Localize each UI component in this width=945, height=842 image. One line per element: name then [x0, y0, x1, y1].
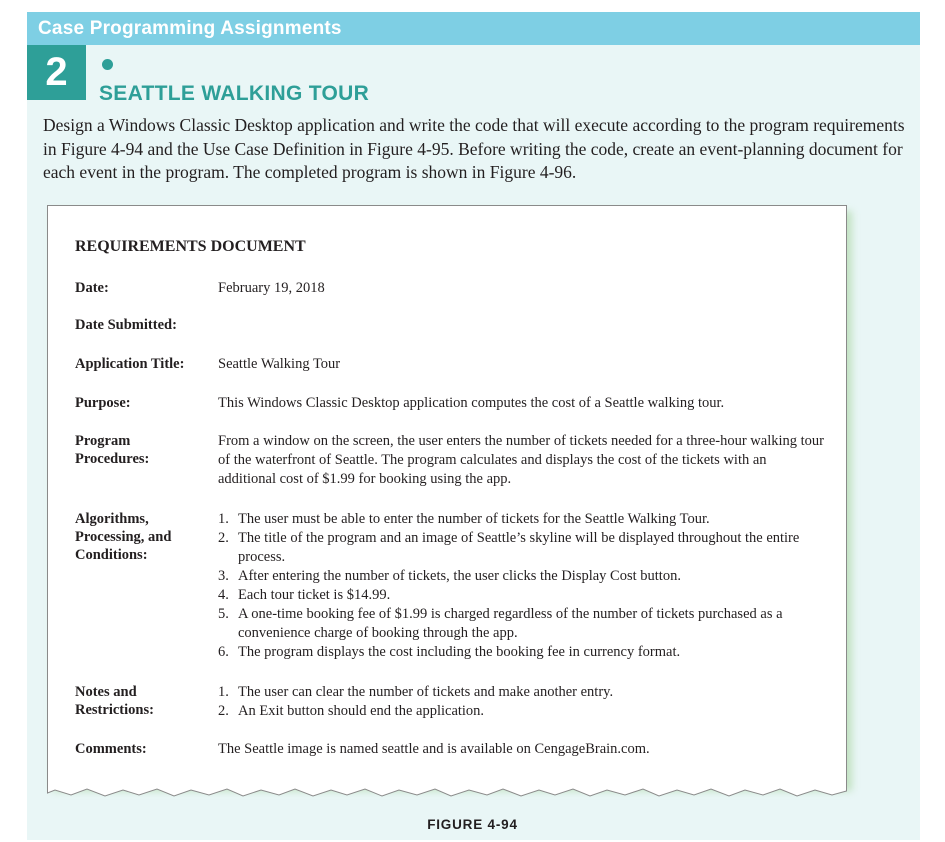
list-item-text: The title of the program and an image of Seattle’s skyline will be displayed throughout the entire process.	[238, 530, 800, 565]
algorithms-label-line1: Algorithms,	[75, 511, 149, 527]
application-title-value: Seattle Walking Tour	[218, 356, 341, 372]
list-item-number: 5.	[218, 606, 229, 622]
list-item-number: 2.	[218, 703, 229, 719]
list-item-text: Each tour ticket is $14.99.	[238, 587, 391, 603]
list-item-number: 6.	[218, 644, 229, 660]
program-procedures-value: From a window on the screen, the user enters the number of tickets needed for a three-hour walking tour of the waterfront of Seattle. The program calculates and displays the cost of the tickets with an additional cost of $1.99 for booking using the app.	[218, 433, 824, 487]
list-item-number: 3.	[218, 568, 229, 584]
date-value: February 19, 2018	[218, 280, 325, 296]
list-item	[218, 702, 828, 721]
list-item-text: The program displays the cost including the booking fee in currency format.	[238, 644, 681, 660]
comments-label: Comments:	[75, 741, 147, 757]
notes-label-line1: Notes and	[75, 684, 137, 700]
assignment-number-badge: 2	[27, 45, 86, 100]
comments-value: The Seattle image is named seattle and is available on CengageBrain.com.	[218, 741, 650, 757]
notes-list-container	[218, 683, 828, 721]
list-item	[218, 510, 828, 529]
assignment-intro: Design a Windows Classic Desktop application and write the code that will execute according to the program requirements in Figure 4-94 and the Use Case Definition in Figure 4-95. Before writing the code, create an event-planning document for each event in the program. The completed program is shown in Figure 4-96.	[43, 115, 905, 182]
notes-label-line2: Restrictions:	[75, 702, 154, 718]
list-item-number: 1.	[218, 684, 229, 700]
assignment-title: SEATTLE WALKING TOUR	[99, 82, 370, 105]
list-item	[218, 586, 828, 605]
list-item-number: 1.	[218, 511, 229, 527]
algorithms-list-container	[218, 510, 828, 662]
algorithms-label	[75, 510, 171, 564]
list-item-text: The user can clear the number of tickets and make another entry.	[238, 684, 614, 700]
list-item	[218, 605, 828, 643]
requirements-document	[47, 205, 847, 805]
list-item	[218, 567, 828, 586]
application-title-label: Application Title:	[75, 356, 185, 372]
program-procedures-label	[75, 432, 149, 468]
section-header-title: Case Programming Assignments	[38, 18, 342, 39]
algorithms-list	[218, 510, 828, 662]
program-procedures-label-line1: Program	[75, 433, 131, 449]
list-item-text: An Exit button should end the application.	[238, 703, 485, 719]
algorithms-label-line2: Processing, and	[75, 529, 172, 545]
document-content	[47, 205, 847, 805]
list-item	[218, 683, 828, 702]
notes-label	[75, 683, 154, 719]
list-item-number: 4.	[218, 587, 229, 603]
list-item-text: A one-time booking fee of $1.99 is charged regardless of the number of tickets purchased as a convenience charge of booking through the app.	[238, 606, 783, 641]
program-procedures-label-line2: Procedures:	[75, 451, 150, 467]
document-heading: REQUIREMENTS DOCUMENT	[75, 238, 306, 255]
difficulty-dot-icon	[102, 59, 113, 70]
notes-list	[218, 683, 828, 721]
purpose-label: Purpose:	[75, 395, 131, 411]
list-item-text: The user must be able to enter the number of tickets for the Seattle Walking Tour.	[238, 511, 710, 527]
purpose-value: This Windows Classic Desktop application computes the cost of a Seattle walking tour.	[218, 395, 725, 411]
list-item	[218, 529, 828, 567]
date-submitted-label: Date Submitted:	[75, 317, 177, 333]
list-item-text: After entering the number of tickets, the user clicks the Display Cost button.	[238, 568, 681, 584]
figure-caption: FIGURE 4-94	[427, 817, 518, 832]
date-label: Date:	[75, 280, 109, 296]
algorithms-label-line3: Conditions:	[75, 547, 148, 563]
list-item	[218, 643, 828, 662]
list-item-number: 2.	[218, 530, 229, 546]
